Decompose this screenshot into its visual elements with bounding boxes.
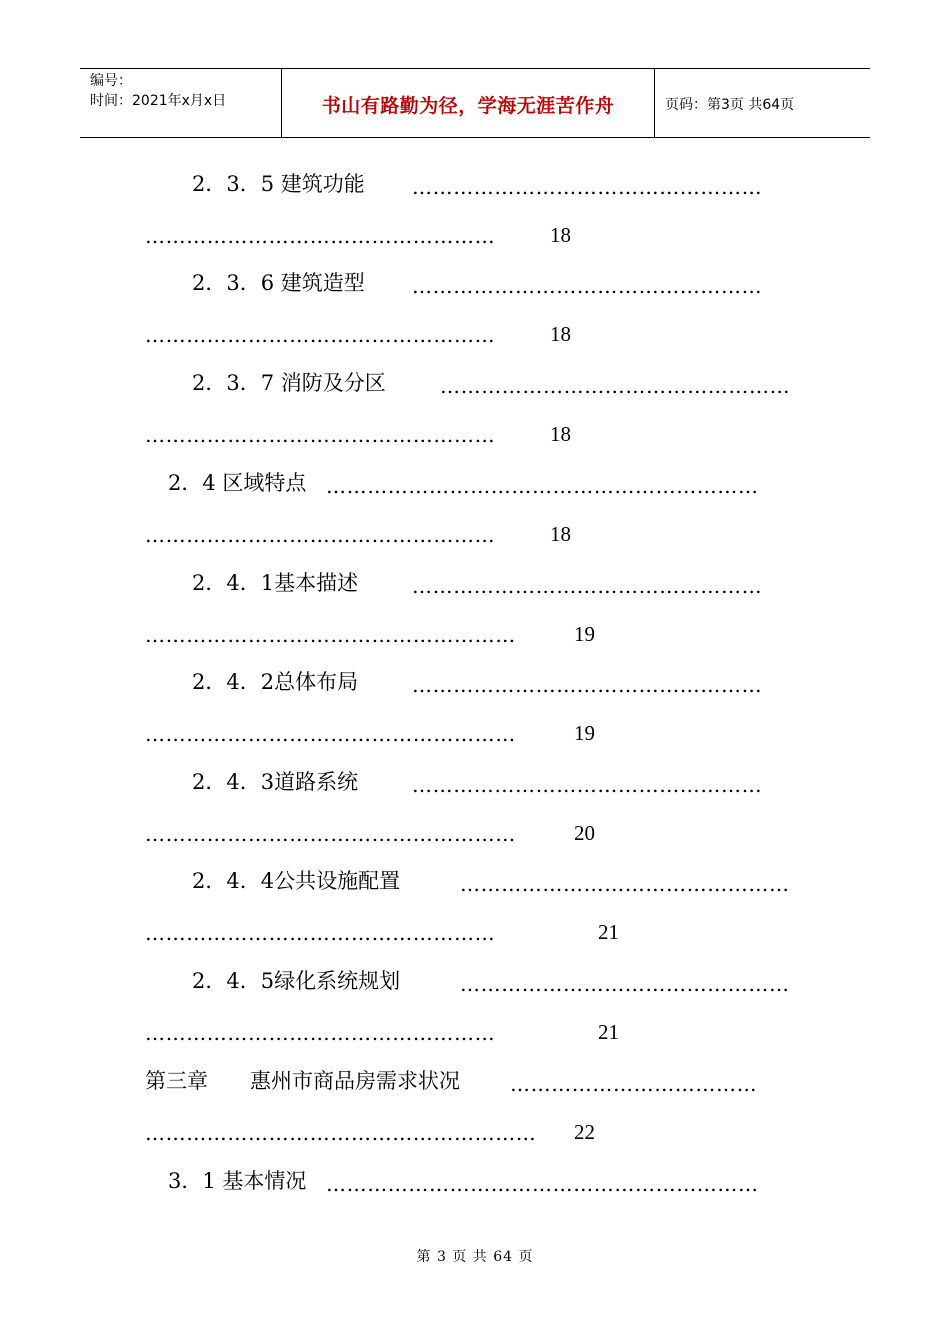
toc-entry-label: 2．3．6 建筑造型 (192, 271, 365, 295)
dot-leader: …………………………………………… (412, 177, 763, 197)
dot-leader: ………………………………………………… (145, 1123, 537, 1143)
page-info: 页码：第3页 共64页 (665, 97, 795, 113)
toc-entry-label: 3．1 基本情况 (168, 1169, 307, 1193)
dot-leader: …………………………………………… (412, 775, 763, 795)
toc-entry-page: 18 (550, 422, 571, 446)
toc-entry-label: 2．3．7 消防及分区 (192, 371, 386, 395)
document-header (80, 68, 870, 138)
dot-leader: ………………………………………… (460, 974, 790, 994)
dot-leader: ……………………………………………… (145, 824, 516, 844)
toc-entry-page: 21 (598, 1020, 619, 1044)
toc-entry-label: 2．4．4公共设施配置 (192, 869, 401, 893)
toc-entry-label: 2．4．2总体布局 (192, 670, 359, 694)
toc-entry-page: 20 (574, 821, 595, 845)
dot-leader: ……………………………………………………… (326, 476, 759, 496)
toc-entry-page: 21 (598, 920, 619, 944)
dot-leader: …………………………………………… (412, 675, 763, 695)
dot-leader: …………………………………………… (145, 1023, 496, 1043)
dot-leader: ……………………………………………… (145, 625, 516, 645)
motto-text: 书山有路勤为径，学海无涯苦作舟 (321, 95, 615, 117)
dot-leader: …………………………………………… (412, 576, 763, 596)
dot-leader: …………………………………………… (440, 376, 791, 396)
dot-leader: ……………………………… (510, 1074, 758, 1094)
toc-entry-label: 2．4 区域特点 (168, 471, 307, 495)
header-meta-cell (80, 69, 280, 137)
dot-leader: …………………………………………… (145, 325, 496, 345)
toc-entry-page: 19 (574, 622, 595, 646)
toc-entry-page: 18 (550, 223, 571, 247)
dot-leader: …………………………………………… (145, 923, 496, 943)
header-motto-cell (281, 69, 655, 137)
dot-leader: …………………………………………… (145, 226, 496, 246)
dot-leader: ……………………………………………… (145, 724, 516, 744)
toc-entry-label: 2．4．1基本描述 (192, 571, 359, 595)
time-label: 时间：2021年x月x日 (90, 93, 227, 109)
toc-entry-label: 2．4．3道路系统 (192, 770, 359, 794)
dot-leader: ……………………………………………………… (326, 1174, 759, 1194)
toc-entry-label: 第三章 惠州市商品房需求状况 (145, 1069, 460, 1093)
toc-entry-label: 2．4．5绿化系统规划 (192, 969, 401, 993)
dot-leader: ………………………………………… (460, 874, 790, 894)
page-footer: 第 3 页 共 64 页 (416, 1249, 534, 1265)
toc-entry-page: 19 (574, 721, 595, 745)
dot-leader: …………………………………………… (145, 525, 496, 545)
dot-leader: …………………………………………… (145, 425, 496, 445)
toc-entry-label: 2．3．5 建筑功能 (192, 172, 365, 196)
dot-leader: …………………………………………… (412, 276, 763, 296)
toc-entry-page: 18 (550, 522, 571, 546)
number-label: 编号： (90, 73, 132, 89)
toc-entry-page: 22 (574, 1120, 595, 1144)
toc-entry-page: 18 (550, 322, 571, 346)
header-page-cell (655, 69, 870, 137)
